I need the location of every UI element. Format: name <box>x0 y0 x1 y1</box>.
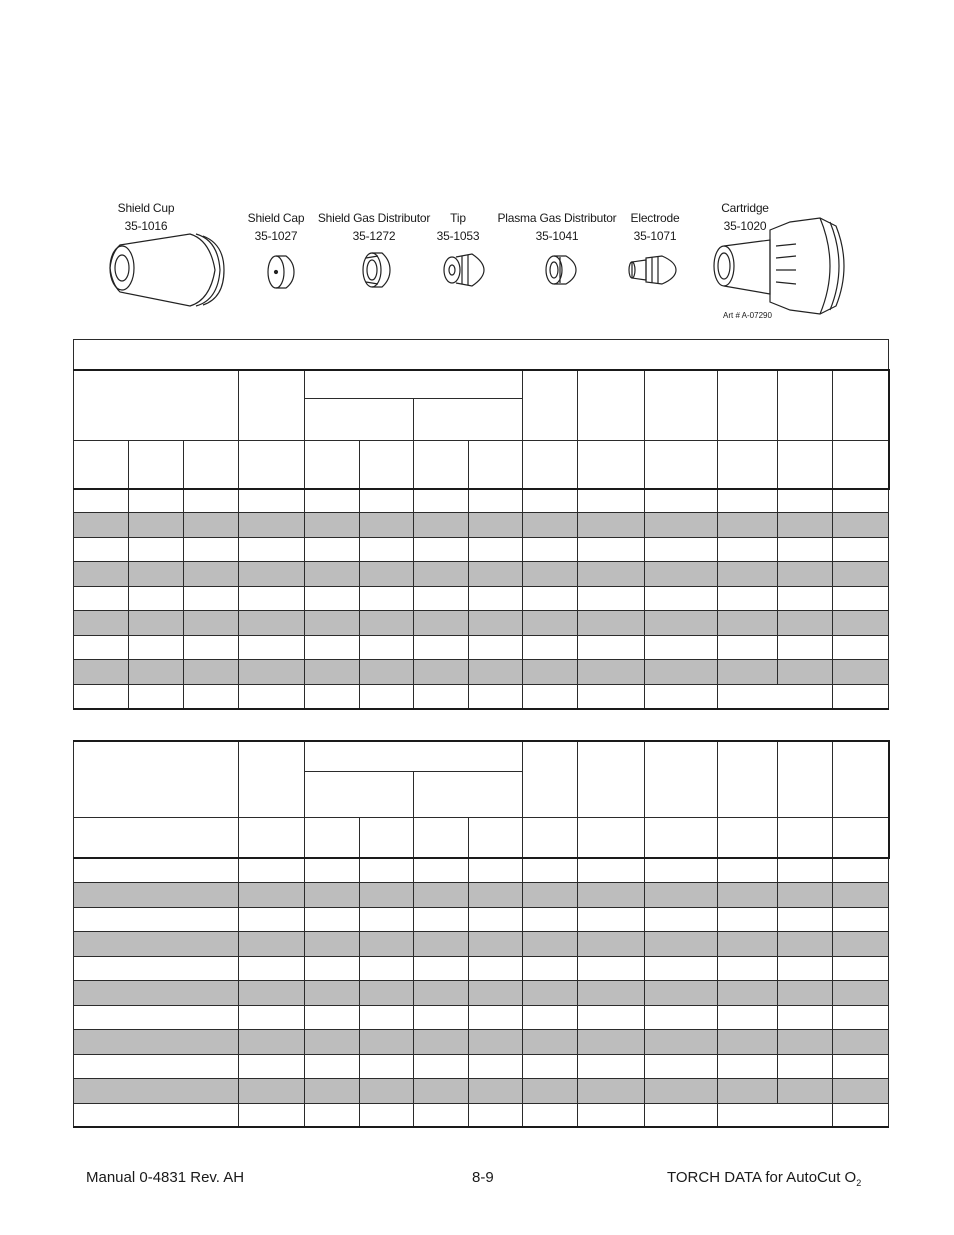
table-row <box>74 882 889 907</box>
electrode-drawing <box>629 256 676 284</box>
table-row <box>74 931 889 956</box>
table-row <box>74 636 889 660</box>
table-row <box>74 1078 889 1103</box>
unit-row <box>74 817 889 858</box>
header-row <box>74 370 889 399</box>
part-label-plasma-gas-distributor: Plasma Gas Distributor 35-1041 <box>497 211 617 243</box>
footer-manual-number: Manual 0-4831 Rev. AH <box>86 1169 245 1186</box>
part-label-cartridge: Cartridge 35-1020 <box>721 201 769 233</box>
footer-page-number: 8-9 <box>472 1169 494 1186</box>
part-label-shield-cup: Shield Cup 35-1016 <box>117 201 175 233</box>
table-row <box>74 489 889 513</box>
table-row <box>74 980 889 1005</box>
footer-section-title: TORCH DATA for AutoCut $O_2$ <box>667 1169 862 1188</box>
table-row <box>74 858 889 882</box>
table-row <box>74 1029 889 1054</box>
part-label-tip: Tip 35-1053 <box>436 211 480 243</box>
table-row <box>74 1054 889 1078</box>
cartridge-drawing <box>714 218 844 314</box>
part-label-shield-cap: Shield Cap 35-1027 <box>247 211 305 243</box>
table-row <box>74 1005 889 1029</box>
cutting-data-table-1 <box>73 339 890 710</box>
art-number: Art # A-07290 <box>723 311 772 320</box>
shield-cap-drawing <box>268 256 294 288</box>
part-label-electrode: Electrode 35-1071 <box>630 211 680 243</box>
table-row <box>74 660 889 685</box>
cutting-data-table-2 <box>73 740 890 1128</box>
header-row <box>74 741 889 771</box>
consumable-parts-strip <box>0 0 954 335</box>
plasma-gas-distributor-drawing <box>546 256 576 284</box>
part-label-shield-gas-distributor: Shield Gas Distributor 35-1272 <box>317 211 431 243</box>
unit-row <box>74 441 889 489</box>
table-row <box>74 1103 889 1127</box>
table-row <box>74 611 889 636</box>
table-row <box>74 587 889 611</box>
table-row <box>74 538 889 562</box>
shield-cup-drawing <box>110 234 224 306</box>
shield-gas-distributor-drawing <box>363 253 390 287</box>
table-row <box>74 562 889 587</box>
tip-drawing <box>444 254 484 286</box>
table-row <box>74 907 889 931</box>
table-row <box>74 956 889 980</box>
table-row <box>74 513 889 538</box>
table-title-row <box>74 340 889 370</box>
table-row <box>74 685 889 709</box>
